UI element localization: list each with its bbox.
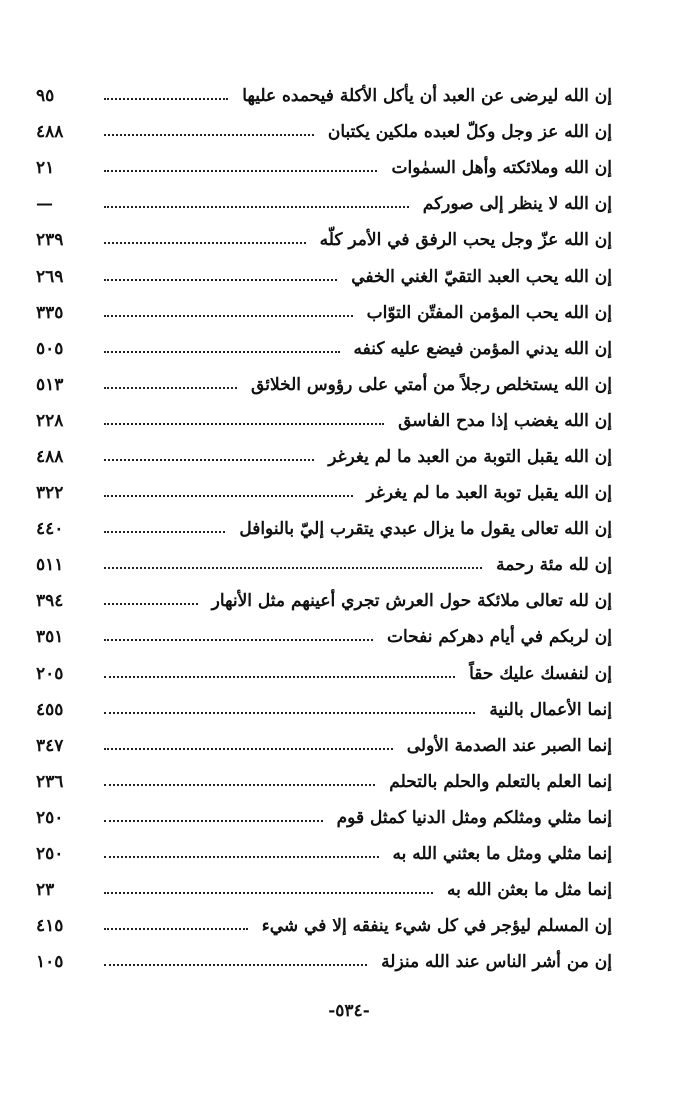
index-entry [36, 222, 612, 258]
dot-leader [104, 98, 228, 100]
entry-page-number: ٤١٥ [36, 916, 64, 937]
entry-text: إن الله ليرضى عن العبد أن يأكل الأكلة فيحمده عليها [242, 86, 612, 107]
entry-text: إنما مثل ما بعثن الله به [447, 880, 612, 901]
dot-leader [104, 279, 337, 281]
dot-leader [104, 531, 225, 533]
entry-text: إن لله مئة رحمة [496, 555, 612, 576]
index-entry [36, 258, 612, 294]
entry-page-number: ٤٤٠ [36, 519, 64, 540]
dot-leader [104, 784, 375, 786]
entry-text: إن الله عز وجل وكلّ لعبده ملكين يكتبان [327, 122, 612, 143]
entry-text: إن الله تعالى يقول ما يزال عبدي يتقرب إليّ بالنوافل [239, 519, 612, 540]
entry-page-number: ٤٨٨ [36, 446, 64, 467]
dot-leader [104, 820, 323, 822]
dot-leader [104, 242, 306, 244]
entry-text: إن الله يحب العبد التقيّ الغني الخفي [351, 266, 612, 287]
entry-text: إن المسلم ليؤجر في كل شيء ينفقه إلا في شيء [261, 916, 612, 937]
entry-page-number: ٤٨٨ [36, 122, 64, 143]
index-entry [36, 692, 612, 728]
entry-text: إن الله يغضب إذا مدح الفاسق [398, 410, 612, 431]
entry-page-number: ٥١١ [36, 555, 64, 576]
entry-page-number: ٢٦٩ [36, 266, 64, 287]
entry-text: إن الله يدني المؤمن فيضع عليه كنفه [353, 338, 612, 359]
index-entry [36, 150, 612, 186]
entry-page-number: ٢٣٦ [36, 771, 64, 792]
entry-page-number: ٣٩٤ [36, 591, 64, 612]
dot-leader [104, 712, 475, 714]
entry-page-number: ٢٥٠ [36, 807, 64, 828]
entry-page-number: ١٠٥ [36, 952, 64, 973]
dot-leader [104, 351, 340, 353]
index-entry [36, 78, 612, 114]
dot-leader [104, 676, 455, 678]
index-entry [36, 439, 612, 475]
entry-text: إنما الأعمال بالنية [489, 699, 612, 720]
dot-leader [104, 928, 248, 930]
index-entry [36, 872, 612, 908]
dot-leader [104, 495, 353, 497]
dot-leader [104, 892, 433, 894]
index-entry [36, 367, 612, 403]
index-entry [36, 583, 612, 619]
index-entry [36, 728, 612, 764]
index-entry [36, 186, 612, 222]
dot-leader [104, 459, 314, 461]
index-entry [36, 800, 612, 836]
index-entry [36, 944, 612, 980]
index-entry [36, 403, 612, 439]
page-number: -٥٣٤- [328, 1001, 370, 1021]
entry-text: إن من أشر الناس عند الله منزلة [381, 952, 612, 973]
dot-leader [104, 206, 409, 208]
entry-text: إن لربكم في أيام دهركم نفحات [386, 627, 612, 648]
entry-text: إنما العلم بالتعلم والحلم بالتحلم [389, 771, 612, 792]
entry-text: إن الله يقبل التوبة من العبد ما لم يغرغر [328, 446, 612, 467]
index-entry [36, 764, 612, 800]
dot-leader [104, 856, 379, 858]
entry-page-number: — [36, 194, 53, 215]
dot-leader [104, 603, 198, 605]
dot-leader [104, 134, 314, 136]
entry-page-number: ٢٠٥ [36, 663, 64, 684]
index-entry [36, 475, 612, 511]
index-entry [36, 547, 612, 583]
entry-page-number: ٥٠٥ [36, 338, 64, 359]
entry-page-number: ٢٣٩ [36, 230, 64, 251]
entry-text: إن الله يحب المؤمن المفتّن التوّاب [366, 302, 612, 323]
entry-page-number: ٤٥٥ [36, 699, 64, 720]
entry-page-number: ٣٥١ [36, 627, 64, 648]
entry-text: إن الله يقبل توبة العبد ما لم يغرغر [366, 483, 612, 504]
entry-text: إن الله يستخلص رجلاً من أمتي على رؤوس الخلائق [251, 374, 612, 395]
index-entry [36, 114, 612, 150]
entry-text: إن الله وملائكته وأهل السمٰوات [391, 158, 612, 179]
entry-page-number: ٩٥ [36, 86, 55, 107]
entry-text: إنما مثلي ومثل ما بعثني الله به [392, 844, 612, 865]
entry-text: إن الله لا ينظر إلى صوركم [422, 194, 612, 215]
entry-text: إن الله عزّ وجل يحب الرفق في الأمر كلّه [319, 230, 612, 251]
entry-page-number: ٣٢٢ [36, 483, 64, 504]
entry-text: إنما مثلي ومثلكم ومثل الدنيا كمثل قوم [336, 807, 612, 828]
dot-leader [104, 423, 384, 425]
entry-page-number: ٥١٣ [36, 374, 64, 395]
entry-text: إن لله تعالى ملائكة حول العرش تجري أعينهم مثل الأنهار [211, 591, 612, 612]
index-entry [36, 619, 612, 655]
entry-page-number: ٢٥٠ [36, 844, 64, 865]
dot-leader [104, 315, 353, 317]
entry-page-number: ٣٤٧ [36, 735, 64, 756]
entry-page-number: ٣٣٥ [36, 302, 64, 323]
index-entry [36, 908, 612, 944]
index-entry [36, 656, 612, 692]
dot-leader [104, 639, 373, 641]
dot-leader [104, 387, 237, 389]
index-entry [36, 511, 612, 547]
index-entry [36, 295, 612, 331]
entry-page-number: ٢٣ [36, 880, 55, 901]
index-entries-list [36, 78, 612, 980]
dot-leader [104, 170, 377, 172]
index-entry [36, 331, 612, 367]
entry-text: إنما الصبر عند الصدمة الأولى [406, 735, 612, 756]
dot-leader [104, 964, 367, 966]
entry-page-number: ٢٢٨ [36, 410, 64, 431]
index-entry [36, 836, 612, 872]
dot-leader [104, 748, 393, 750]
dot-leader [104, 567, 482, 569]
entry-text: إن لنفسك عليك حقاً [469, 663, 612, 684]
entry-page-number: ٢١ [36, 158, 55, 179]
